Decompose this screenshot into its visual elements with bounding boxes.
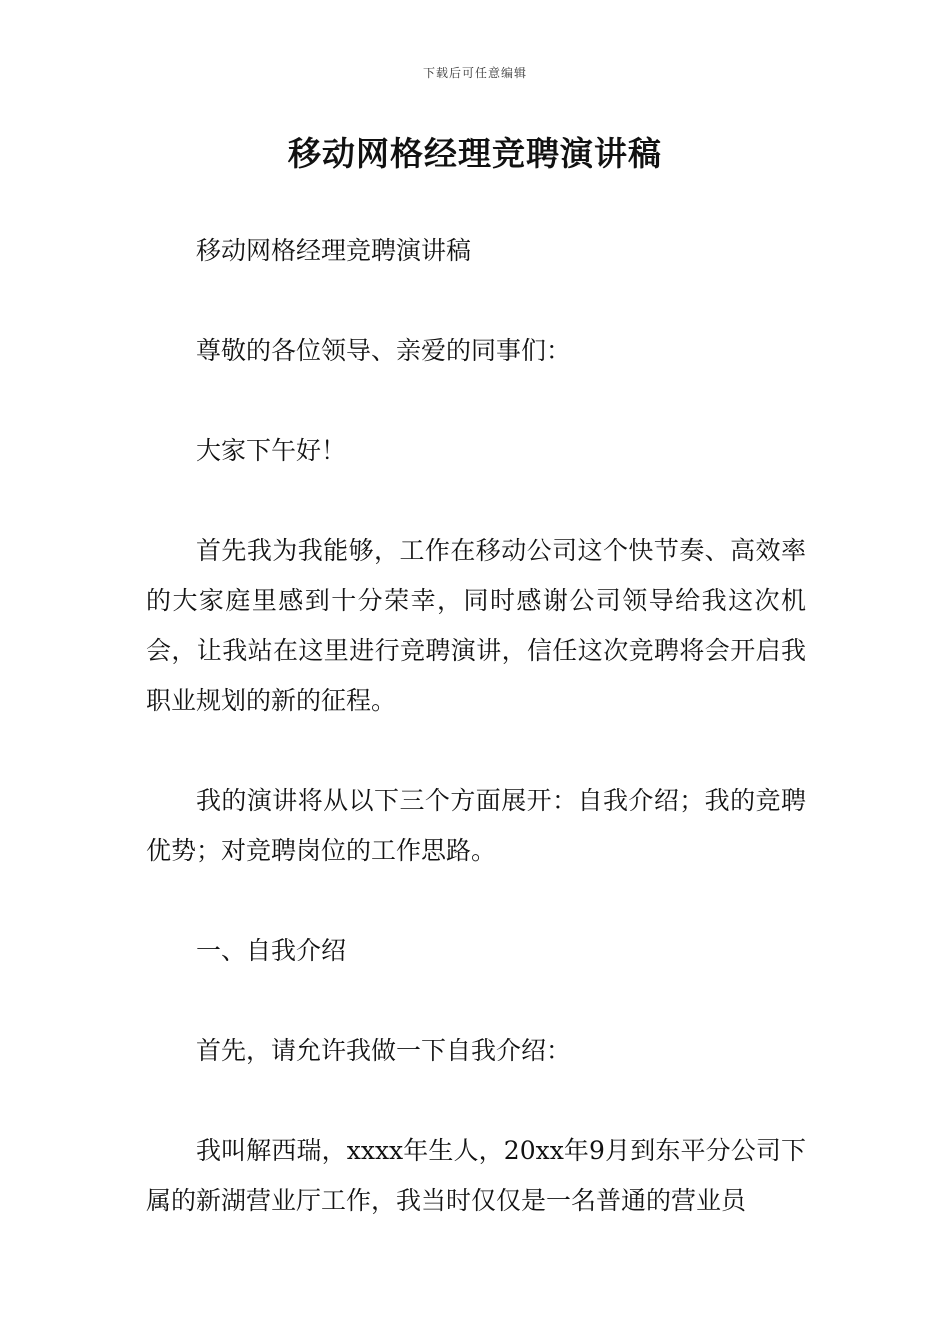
paragraph-greeting: 大家下午好！ (196, 436, 347, 465)
document-body (146, 226, 806, 1276)
document-title: 移动网格经理竞聘演讲稿 (288, 134, 662, 173)
paragraph-subtitle: 移动网格经理竞聘演讲稿 (196, 236, 472, 265)
paragraph-biography: 我叫解西瑞，xxxx年生人，20xx年9月到东平分公司下属的新湖营业厅工作，我当时仅仅是一名普通的营业员 (146, 1136, 806, 1215)
paragraph-intro-lead: 首先，请允许我做一下自我介绍： (196, 1036, 572, 1065)
paragraph-outline: 我的演讲将从以下三个方面展开：自我介绍；我的竞聘优势；对竞聘岗位的工作思路。 (146, 786, 806, 865)
paragraph-salutation: 尊敬的各位领导、亲爱的同事们： (196, 336, 572, 365)
section-heading-self-introduction: 一、自我介绍 (196, 936, 347, 965)
paragraph-opening: 首先我为我能够，工作在移动公司这个快节奏、高效率的大家庭里感到十分荣幸，同时感谢公司领导给我这次机会，让我站在这里进行竞聘演讲，信任这次竞聘将会开启我职业规划的新的征程。 (146, 536, 806, 715)
header-note: 下载后可任意编辑 (422, 66, 527, 80)
